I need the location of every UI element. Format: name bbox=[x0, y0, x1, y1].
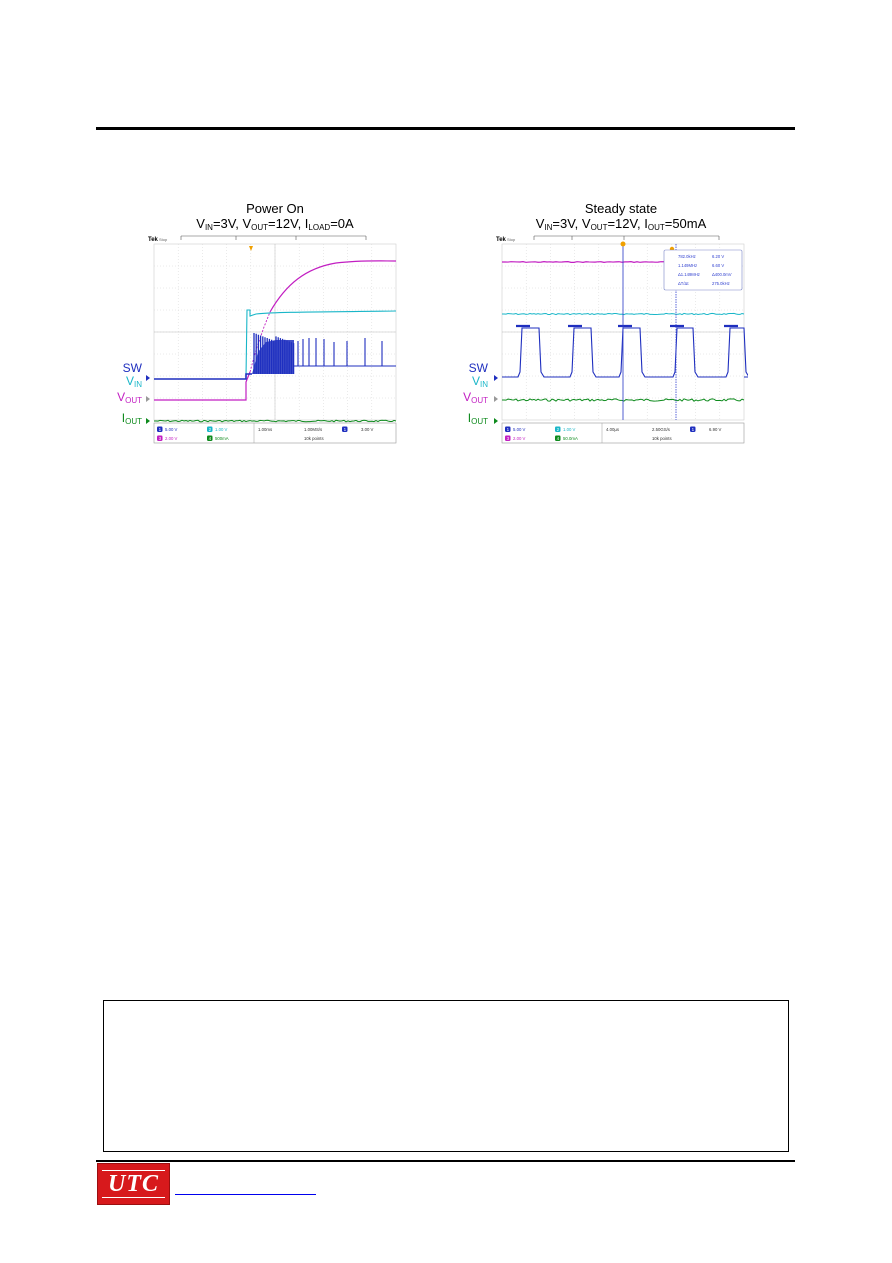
readout-bar bbox=[502, 423, 744, 443]
header-rule bbox=[96, 127, 795, 130]
readout-value: 3.00 V bbox=[361, 427, 374, 432]
cond-subscript: LOAD bbox=[308, 223, 331, 232]
sw-trace bbox=[502, 328, 748, 377]
readout-value: 50.0mA bbox=[563, 436, 578, 441]
waveform-iout bbox=[154, 420, 396, 422]
readout-value: 500mA bbox=[215, 436, 229, 441]
waveform-sw bbox=[502, 326, 748, 377]
panel-conditions bbox=[150, 216, 400, 233]
cond-subscript: IN bbox=[204, 223, 213, 232]
cond-text: V bbox=[535, 216, 545, 231]
cond-text: V bbox=[196, 216, 205, 231]
iout-trace bbox=[154, 420, 396, 422]
readout-value: 1.00ms bbox=[258, 427, 273, 432]
channel-badge-number: 4 bbox=[208, 436, 212, 441]
cursor-value: 6.20 V bbox=[712, 254, 725, 259]
panel-title-text: Steady state bbox=[584, 201, 658, 216]
channel-label: SW bbox=[122, 361, 142, 375]
cond-text: =3V, V bbox=[212, 216, 252, 231]
vout-trace bbox=[270, 261, 396, 312]
panel-title-text: Power On bbox=[246, 201, 304, 216]
channel-markers bbox=[494, 375, 498, 424]
grid bbox=[154, 244, 396, 420]
cursor-value: 275.0kHz bbox=[712, 281, 730, 286]
readout-value: 1.00 V bbox=[563, 427, 576, 432]
readout-value: 6.90 V bbox=[709, 427, 722, 432]
scope-brand: Tek bbox=[496, 237, 506, 243]
panel-conditions bbox=[496, 216, 746, 233]
cond-text: =3V, V bbox=[552, 216, 591, 231]
readout-value: 2.00 V bbox=[165, 436, 178, 441]
cond-text: =12V, I bbox=[268, 216, 309, 231]
oscilloscope-screen bbox=[494, 232, 748, 444]
readout-bar bbox=[154, 423, 396, 443]
readout-value: 10k points bbox=[304, 436, 324, 441]
cond-subscript: OUT bbox=[251, 223, 269, 232]
channel-label: $I_{OUT}$ bbox=[467, 411, 488, 426]
cond-text: =0A bbox=[330, 216, 354, 231]
scope-topbar bbox=[534, 236, 719, 240]
readout-value: 5.00 V bbox=[165, 427, 178, 432]
cond-text: =12V, I bbox=[607, 216, 648, 231]
channel-label: $V_{IN}$ bbox=[471, 374, 488, 389]
readout-value: 1.00MS/s bbox=[304, 427, 323, 432]
channel-badge-number: 1 bbox=[158, 427, 162, 432]
channel-markers bbox=[146, 375, 150, 424]
sw-trace bbox=[154, 374, 252, 379]
disclaimer-box bbox=[103, 1000, 789, 1152]
cond-subscript: OUT bbox=[590, 223, 608, 232]
readout-value: 2.00 V bbox=[513, 436, 526, 441]
readout-frame bbox=[502, 423, 744, 443]
readout-value: 10k points bbox=[652, 436, 672, 441]
scope-brand: Tek bbox=[148, 237, 158, 243]
website-link-underline[interactable] bbox=[175, 1194, 316, 1195]
cursor-value: Δ1.149MHz bbox=[678, 272, 700, 277]
cond-subscript: IN bbox=[544, 223, 553, 232]
readout-value: 1.00 V bbox=[215, 427, 228, 432]
scope-state: Stop bbox=[159, 237, 168, 242]
channel-label: $V_{OUT}$ bbox=[463, 390, 488, 405]
channel-label: $I_{OUT}$ bbox=[121, 411, 142, 426]
channel-badge-number: 1 bbox=[506, 427, 510, 432]
channel-badge-number: 2 bbox=[556, 427, 560, 432]
utc-logo-text: UTC bbox=[108, 1171, 159, 1197]
channel-label: SW bbox=[468, 361, 488, 375]
footer-rule bbox=[96, 1160, 795, 1162]
readout-frame bbox=[154, 423, 396, 443]
sw-spikes bbox=[294, 338, 396, 366]
readout-value: 4.00µs bbox=[606, 427, 619, 432]
readout-value: 5.00 V bbox=[513, 427, 526, 432]
channel-badge-number: 4 bbox=[556, 436, 560, 441]
cursor-readout-box bbox=[664, 250, 742, 290]
channel-badge-number: 3 bbox=[506, 436, 510, 441]
utc-logo bbox=[97, 1163, 170, 1205]
channel-badge-number: 3 bbox=[158, 436, 162, 441]
cursor-value: 6.60 V bbox=[712, 263, 725, 268]
trigger-marker bbox=[249, 246, 253, 251]
cond-text: =50mA bbox=[664, 216, 707, 231]
oscilloscope-screen bbox=[146, 232, 400, 444]
cursor-value: Δ400.0mV bbox=[712, 272, 732, 277]
panel-title bbox=[496, 201, 746, 233]
cursor-value: ΔT/Δt bbox=[678, 281, 689, 286]
panel-title bbox=[150, 201, 400, 233]
cursor-value: 782.0kHz bbox=[678, 254, 696, 259]
readout-value: 2.50GS/s bbox=[652, 427, 670, 432]
scope-state: Stop bbox=[507, 237, 516, 242]
cursor-value: 1.149MHz bbox=[678, 263, 698, 268]
channel-label: $V_{OUT}$ bbox=[117, 390, 142, 405]
cond-subscript: OUT bbox=[647, 223, 665, 232]
channel-label: $V_{IN}$ bbox=[125, 374, 142, 389]
cursor-box-frame bbox=[664, 250, 742, 290]
scope-topbar bbox=[181, 236, 366, 240]
channel-badge-number: 1 bbox=[343, 427, 347, 432]
channel-badge-number: 1 bbox=[691, 427, 695, 432]
channel-badge-number: 2 bbox=[208, 427, 212, 432]
